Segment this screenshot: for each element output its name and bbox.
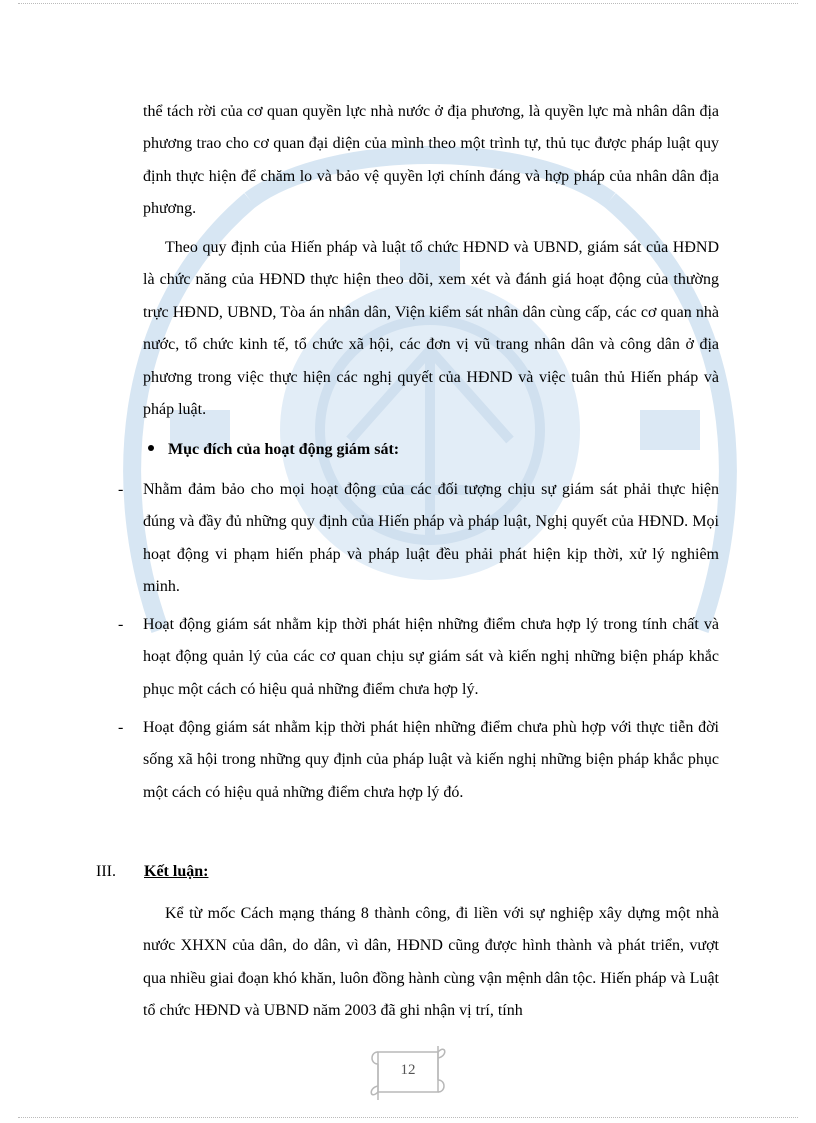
bullet-icon bbox=[148, 445, 154, 451]
purpose-heading-text: Mục đích của hoạt động giám sát: bbox=[168, 441, 400, 458]
purpose-item-text-wrap bbox=[143, 474, 719, 604]
dash-marker: - bbox=[118, 616, 124, 633]
conclusion-text: Kể từ mốc Cách mạng tháng 8 thành công, đi liền với sự nghiệp xây dựng một nhà nước XHXN của dân, do dân, vì dân, HĐND cũng được hình thành và phát triển, vượt qua nhiều giai đoạn khó khăn, luôn đồng hành cùng vận mệnh dân tộc. Hiến pháp và Luật tổ chức HĐND và UBND năm 2003 đã ghi nhận vị trí, tính bbox=[143, 905, 719, 1020]
dash-marker: - bbox=[118, 719, 124, 736]
intro-paragraph bbox=[143, 96, 719, 226]
dash-marker: - bbox=[118, 481, 124, 498]
page-number-frame bbox=[366, 1042, 450, 1104]
definition-text: Theo quy định của Hiến pháp và luật tổ chức HĐND và UBND, giám sát của HĐND là chức năng của HĐND thực hiện theo dõi, xem xét và đánh giá hoạt động của thường trực HĐND, UBND, Tòa án nhân dân, Viện kiểm sát nhân dân cùng cấp, các cơ quan nhà nước, tổ chức kinh tế, tổ chức xã hội, các đơn vị vũ trang nhân dân và công dân ở địa phương trong việc thực hiện các nghị quyết của HĐND và việc tuân thủ Hiến pháp và pháp luật. bbox=[143, 239, 719, 419]
page-top-edge bbox=[18, 3, 798, 4]
page-bottom-edge bbox=[18, 1117, 798, 1118]
conclusion-heading bbox=[96, 856, 696, 888]
conclusion-paragraph bbox=[143, 898, 719, 1028]
purpose-item-text: Nhằm đảm bảo cho mọi hoạt động của các đối tượng chịu sự giám sát phải thực hiện đúng và đầy đủ những quy định của Hiến pháp và pháp luật, Nghị quyết của HĐND. Mọi hoạt động vi phạm hiến pháp và pháp luật đều phải phát hiện kịp thời, xử lý nghiêm minh. bbox=[143, 481, 719, 596]
purpose-heading bbox=[148, 434, 399, 466]
purpose-item-text-wrap bbox=[143, 712, 719, 809]
purpose-item-text-wrap bbox=[143, 609, 719, 706]
section-number: III. bbox=[96, 863, 116, 880]
purpose-item-text: Hoạt động giám sát nhằm kịp thời phát hiện những điểm chưa phù hợp với thực tiễn đời sống xã hội trong những quy định của pháp luật và kiến nghị những biện pháp khắc phục một cách có hiệu quả những điểm chưa hợp lý đó. bbox=[143, 719, 719, 801]
purpose-item-text: Hoạt động giám sát nhằm kịp thời phát hiện những điểm chưa hợp lý trong tính chất và hoạt động quản lý của các cơ quan chịu sự giám sát và kiến nghị những biện pháp khắc phục một cách có hiệu quả những điểm chưa hợp lý. bbox=[143, 616, 719, 698]
intro-text: thể tách rời của cơ quan quyền lực nhà nước ở địa phương, là quyền lực mà nhân dân địa phương trao cho cơ quan đại diện của mình theo một trình tự, thủ tục được pháp luật quy định thực hiện để chăm lo và bảo vệ quyền lợi chính đáng và hợp pháp của nhân dân địa phương. bbox=[143, 103, 719, 218]
definition-paragraph bbox=[143, 232, 719, 426]
section-title: Kết luận: bbox=[144, 863, 209, 880]
page-number: 12 bbox=[400, 1062, 416, 1078]
